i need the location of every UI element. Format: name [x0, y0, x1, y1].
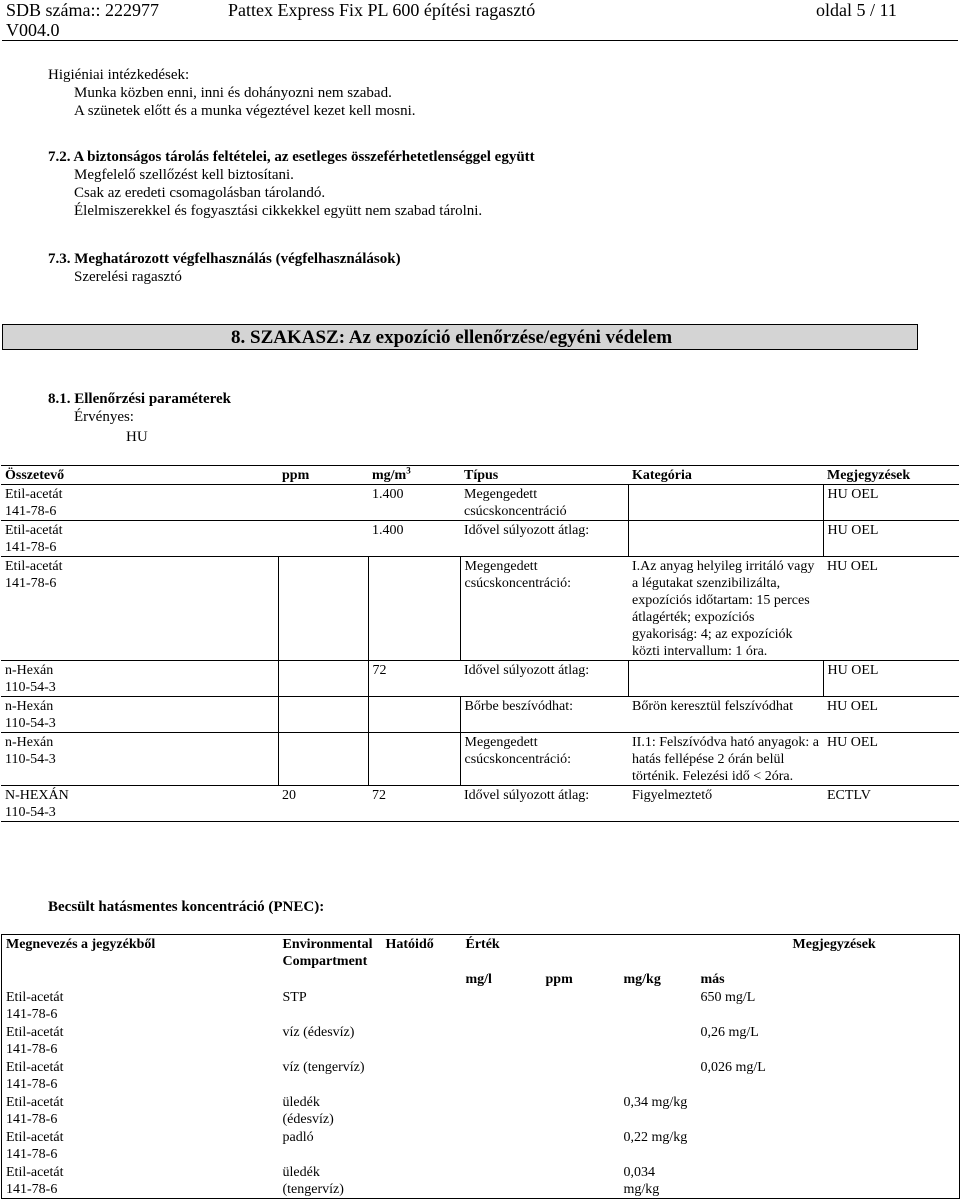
table-cell: HU OEL: [823, 733, 959, 786]
table-cell: [542, 1023, 620, 1058]
table-cell: 0,34 mg/kg: [623, 1095, 688, 1110]
table-cell: [620, 1058, 697, 1093]
table-cell: 650 mg/L: [700, 990, 756, 1005]
table-cell: [620, 988, 697, 1023]
table-cell: [628, 521, 823, 557]
table-cell: [789, 1128, 960, 1163]
table-cell: 72: [368, 661, 460, 697]
section-8-title: 8. SZAKASZ: Az expozíció ellenőrzése/egyéni védelem: [231, 327, 673, 348]
table-cell: Etil-acetát 141-78-6: [6, 1165, 64, 1197]
table-cell: 0,22 mg/kg: [623, 1130, 688, 1145]
table-cell: 0,026 mg/L: [700, 1060, 766, 1075]
table-cell: n-Hexán 110-54-3: [1, 661, 278, 697]
table-cell: padló: [282, 1130, 314, 1145]
table-cell: [278, 485, 368, 521]
table-cell: [278, 733, 368, 786]
table-cell: [382, 1128, 462, 1163]
section-7-2-title: 7.2. A biztonságos tárolás feltételei, az esetleges összeférhetetlenséggel együtt: [48, 149, 535, 165]
table-cell: [542, 1163, 620, 1199]
table-cell: Figyelmeztető: [628, 786, 823, 822]
table-cell: [462, 1128, 542, 1163]
table-row: [1, 521, 959, 557]
table-cell: [382, 1163, 462, 1199]
table-cell: Etil-acetát 141-78-6: [6, 1130, 64, 1162]
table-cell: 0,034 mg/kg: [623, 1165, 660, 1197]
table-row: [2, 1163, 960, 1199]
table-cell: HU OEL: [823, 697, 959, 733]
page-number: oldal 5 / 11: [816, 0, 897, 20]
table-cell: üledék (édesvíz): [282, 1095, 334, 1127]
storage-line: Élelmiszerekkel és fogyasztási cikkekkel együtt nem szabad tárolni.: [74, 203, 483, 219]
section-7-3-title: 7.3. Meghatározott végfelhasználás (végfelhasználások): [48, 251, 401, 267]
valid-label: Érvényes:: [74, 409, 134, 425]
table-cell: Etil-acetát 141-78-6: [6, 1060, 64, 1092]
table-cell: Etil-acetát 141-78-6: [6, 990, 64, 1022]
pnec-sub-mgl: mg/l: [465, 972, 492, 987]
col-header-category: Kategória: [628, 466, 823, 485]
table-row: [2, 1023, 960, 1058]
table-cell: I.Az anyag helyileg irritáló vagy a légutakat szenzibilizálta, expozíciós időtartam: 15 perces átlagérték; expozíciós gyakoriság: 4; az expozíciók közti intervallum: 1 óra.: [628, 557, 823, 661]
table-row: [2, 1093, 960, 1128]
table-cell: Etil-acetát 141-78-6: [6, 1025, 64, 1057]
table-cell: [368, 697, 460, 733]
pnec-col-name: Megnevezés a jegyzékből: [6, 937, 156, 952]
pnec-sub-ppm: ppm: [545, 972, 573, 987]
hygiene-line: A szünetek előtt és a munka végeztével kezet kell mosni.: [74, 103, 416, 119]
table-cell: víz (édesvíz): [282, 1025, 355, 1040]
table-cell: Megengedett csúcskoncentráció:: [460, 557, 628, 661]
valid-country: HU: [126, 429, 148, 445]
table-cell: [368, 557, 460, 661]
table-cell: [462, 1093, 542, 1128]
col-header-mgm3: $mg/m^3$: [368, 466, 460, 485]
col-header-ppm: ppm: [278, 466, 368, 485]
table-cell: [789, 988, 960, 1023]
table-row: [1, 786, 959, 822]
table-cell: [542, 1128, 620, 1163]
pnec-sub-mgkg: mg/kg: [623, 972, 661, 987]
pnec-table: [1, 934, 960, 1199]
table-row: [1, 733, 959, 786]
table-row: [1, 557, 959, 661]
table-cell: n-Hexán 110-54-3: [1, 733, 278, 786]
col-header-type: Típus: [460, 466, 628, 485]
table-cell: [278, 521, 368, 557]
table-cell: [789, 1023, 960, 1058]
table-cell: 20: [278, 786, 368, 822]
table-row: [2, 1058, 960, 1093]
table-row: [1, 697, 959, 733]
storage-line: Megfelelő szellőzést kell biztosítani.: [74, 167, 294, 183]
table-cell: [697, 1163, 789, 1199]
table-cell: [697, 1093, 789, 1128]
storage-line: Csak az eredeti csomagolásban tárolandó.: [74, 185, 326, 201]
section-8-1-title: 8.1. Ellenőrzési paraméterek: [48, 391, 232, 407]
pnec-col-duration: Hatóidő: [385, 937, 434, 952]
col-header-ingredient: Összetevő: [1, 466, 278, 485]
table-cell: [462, 1058, 542, 1093]
table-cell: Idővel súlyozott átlag:: [460, 661, 628, 697]
pnec-col-value: Érték: [465, 937, 500, 952]
table-cell: [382, 988, 462, 1023]
table-cell: Etil-acetát 141-78-6: [6, 1095, 64, 1127]
table-cell: [462, 1163, 542, 1199]
table-row: [1, 661, 959, 697]
table-cell: [628, 661, 823, 697]
table-cell: [382, 1093, 462, 1128]
header-divider: [2, 40, 958, 41]
table-cell: II.1: Felszívódva ható anyagok: a hatás fellépése 2 órán belül történik. Felezési idő < 2óra.: [628, 733, 823, 786]
table-cell: n-Hexán 110-54-3: [1, 697, 278, 733]
table-cell: N-HEXÁN 110-54-3: [1, 786, 278, 822]
end-use-line: Szerelési ragasztó: [74, 269, 182, 285]
table-cell: [462, 988, 542, 1023]
table-cell: HU OEL: [823, 557, 959, 661]
table-cell: HU OEL: [823, 521, 959, 557]
table-cell: HU OEL: [823, 485, 959, 521]
table-cell: 1.400: [368, 521, 460, 557]
table-cell: [789, 1163, 960, 1199]
table-cell: Etil-acetát 141-78-6: [1, 485, 278, 521]
table-cell: víz (tengervíz): [282, 1060, 365, 1075]
table-cell: [278, 661, 368, 697]
pnec-sub-other: más: [700, 972, 725, 987]
table-cell: [368, 733, 460, 786]
table-row: [2, 1128, 960, 1163]
table-cell: HU OEL: [823, 661, 959, 697]
table-cell: Etil-acetát 141-78-6: [1, 557, 278, 661]
table-cell: 1.400: [368, 485, 460, 521]
pnec-col-remarks: Megjegyzések: [792, 937, 876, 952]
version: V004.0: [6, 20, 60, 40]
product-name: Pattex Express Fix PL 600 építési ragasztó: [228, 0, 536, 20]
pnec-title: Becsült hatásmentes koncentráció (PNEC):: [48, 899, 325, 915]
section-8-banner: [2, 324, 918, 350]
table-row: [1, 485, 959, 521]
table-cell: [542, 1093, 620, 1128]
table-cell: üledék (tengervíz): [282, 1165, 344, 1197]
table-cell: [789, 1093, 960, 1128]
table-cell: Etil-acetát 141-78-6: [1, 521, 278, 557]
hygiene-title: Higiéniai intézkedések:: [48, 67, 190, 83]
table-cell: [278, 557, 368, 661]
exposure-limits-table: [1, 465, 959, 822]
hygiene-line: Munka közben enni, inni és dohányozni nem szabad.: [74, 85, 392, 101]
col-header-remarks: Megjegyzések: [823, 466, 959, 485]
table-cell: Megengedett csúcskoncentráció:: [460, 733, 628, 786]
table-cell: Bőrbe beszívódhat:: [460, 697, 628, 733]
pnec-col-compartment: Environmental Compartment: [282, 937, 373, 969]
table-cell: ECTLV: [823, 786, 959, 822]
sdb-number: SDB száma:: 222977: [6, 0, 159, 20]
table-cell: [542, 1058, 620, 1093]
table-cell: Idővel súlyozott átlag:: [460, 786, 628, 822]
table-cell: [620, 1023, 697, 1058]
table-cell: Idővel súlyozott átlag:: [460, 521, 628, 557]
table-cell: Bőrön keresztül felszívódhat: [628, 697, 823, 733]
table-cell: [382, 1023, 462, 1058]
table-cell: [278, 697, 368, 733]
table-cell: [789, 1058, 960, 1093]
table-cell: 72: [368, 786, 460, 822]
table-row: [2, 988, 960, 1023]
table-cell: STP: [282, 990, 307, 1005]
table-cell: [628, 485, 823, 521]
table-cell: 0,26 mg/L: [700, 1025, 759, 1040]
table-cell: [542, 988, 620, 1023]
table-cell: [697, 1128, 789, 1163]
table-cell: Megengedett csúcskoncentráció: [460, 485, 628, 521]
table-cell: [382, 1058, 462, 1093]
table-cell: [462, 1023, 542, 1058]
